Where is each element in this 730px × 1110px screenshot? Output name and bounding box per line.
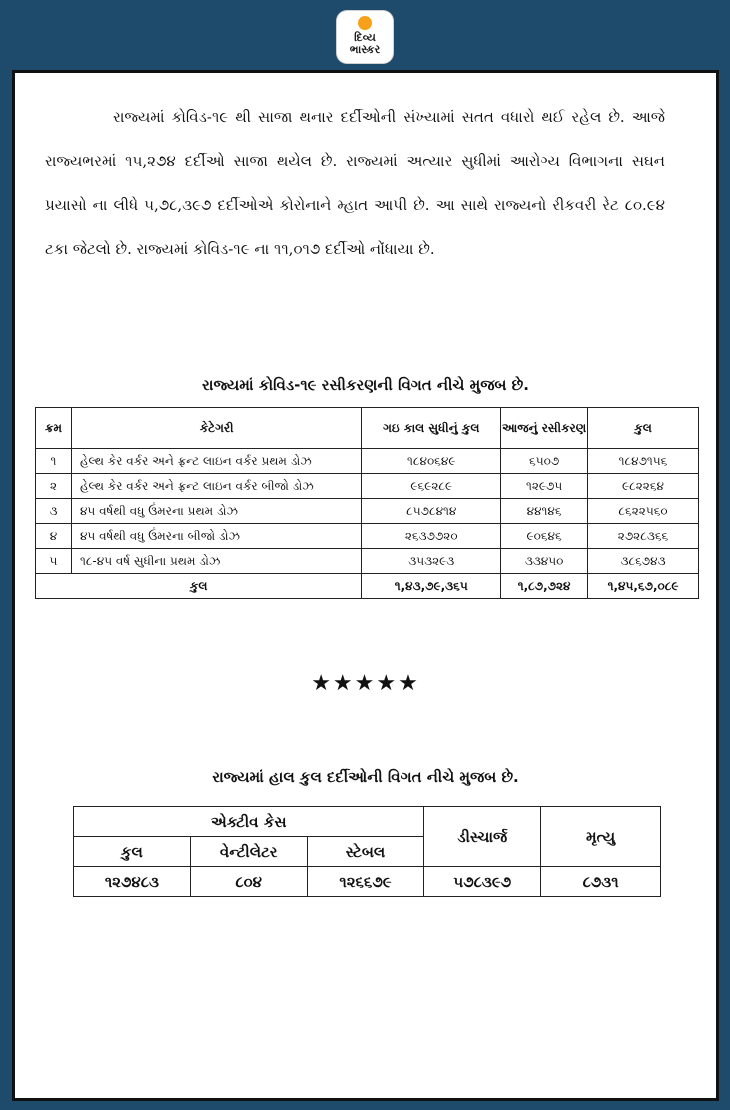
stable-header: સ્ટેબલ bbox=[307, 837, 424, 867]
ventilator-header: વેન્ટીલેટર bbox=[190, 837, 307, 867]
logo-line-2: ભાસ્કર bbox=[349, 43, 381, 56]
discharge-header: ડીસ્ચાર્જ bbox=[424, 807, 541, 867]
header-serial: ક્રમ bbox=[36, 408, 72, 449]
total-grand: ૧,૪૫,૬૭,૦૮૯ bbox=[588, 574, 699, 599]
table-row bbox=[36, 449, 699, 474]
cell-serial: ૨ bbox=[36, 474, 72, 499]
cell-serial: ૫ bbox=[36, 549, 72, 574]
cell-category: ૪૫ વર્ષથી વધુ ઉંમરના બીજો ડોઝ bbox=[71, 524, 361, 549]
header-previous-total: ગઇ કાલ સુધીનું કુલ bbox=[362, 408, 501, 449]
table-row bbox=[36, 474, 699, 499]
vaccination-table bbox=[35, 407, 699, 599]
cell-category: હેલ્થ કેર વર્કર અને ફ્રન્ટ લાઇન વર્કર બીજો ડોઝ bbox=[71, 474, 361, 499]
header-total: કુલ bbox=[588, 408, 699, 449]
patients-table bbox=[73, 806, 661, 897]
table-row bbox=[36, 524, 699, 549]
cell-serial: ૪ bbox=[36, 524, 72, 549]
vaccination-header-row bbox=[36, 408, 699, 449]
ventilator-value: ૮૦૪ bbox=[190, 867, 307, 897]
discharge-value: ૫૭૮૩૯૭ bbox=[424, 867, 541, 897]
recovery-paragraph: રાજ્યમાં કોવિડ-૧૯ થી સાજા થનાર દર્દીઓની સંખ્યામાં સતત વધારો થઈ રહેલ છે. આજે રાજ્યભરમાં ૧૫,૨૭૪ દર્દીઓ સાજા થયેલ છે. રાજ્યમાં અત્યાર સુધીમાં આરોગ્ય વિભાગના સઘન પ્રયાસો ના લીધે ૫,૭૮,૩૯૭ દર્દીઓએ કોરોનાને મ્હાત આપી છે. આ સાથે રાજ્યનો રીકવરી રેટ ૮૦.૯૪ ટકા જેટલો છે. રાજ્યમાં કોવિડ-૧૯ ના ૧૧,૦૧૭ દર્દીઓ નોંધાયા છે. bbox=[45, 108, 665, 258]
cell-today: ૩૩૪૫૦ bbox=[501, 549, 588, 574]
patients-title: રાજ્યમાં હાલ કુલ દર્દીઓની વિગત નીચે મુજબ છે. bbox=[212, 768, 519, 786]
cell-category: ૧૮-૪૫ વર્ષ સુધીના પ્રથમ ડોઝ bbox=[71, 549, 361, 574]
stars-divider: ★★★★★ bbox=[311, 671, 420, 696]
cell-today: ૧૨૯૭૫ bbox=[501, 474, 588, 499]
patients-header-row bbox=[74, 807, 661, 837]
total-today: ૧,૮૭,૭૨૪ bbox=[501, 574, 588, 599]
cell-total: ૩૮૬૭૪૩ bbox=[588, 549, 699, 574]
cell-today: ૬૫૦૭ bbox=[501, 449, 588, 474]
cell-previous: ૯૬૯૨૮૯ bbox=[362, 474, 501, 499]
cell-total: ૨૭૨૮૩૬૬ bbox=[588, 524, 699, 549]
sun-icon bbox=[358, 16, 372, 30]
death-header: મૃત્યુ bbox=[541, 807, 661, 867]
cell-today: ૯૦૬૪૬ bbox=[501, 524, 588, 549]
cell-previous: ૩૫૩૨૯૩ bbox=[362, 549, 501, 574]
cell-total: ૮૬૨૨૫૬૦ bbox=[588, 499, 699, 524]
header-category: કેટેગરી bbox=[71, 408, 361, 449]
cell-serial: ૩ bbox=[36, 499, 72, 524]
logo-line-1: દિવ્ય bbox=[354, 31, 376, 44]
active-cases-header: એક્ટીવ કેસ bbox=[74, 807, 424, 837]
press-note-page bbox=[12, 70, 719, 1101]
cell-previous: ૧૮૪૦૬૪૯ bbox=[362, 449, 501, 474]
total-previous: ૧,૪૩,૭૯,૩૬૫ bbox=[362, 574, 501, 599]
death-value: ૮૭૩૧ bbox=[541, 867, 661, 897]
table-row bbox=[36, 549, 699, 574]
cell-serial: ૧ bbox=[36, 449, 72, 474]
patients-values-row bbox=[74, 867, 661, 897]
total-label: કુલ bbox=[36, 574, 362, 599]
cell-previous: ૨૬૩૭૭૨૦ bbox=[362, 524, 501, 549]
cell-total: ૯૮૨૨૬૪ bbox=[588, 474, 699, 499]
vaccination-title: રાજ્યમાં કોવિડ-૧૯ રસીકરણની વિગત નીચે મુજબ છે. bbox=[202, 376, 529, 394]
cell-category: ૪૫ વર્ષથી વધુ ઉંમરના પ્રથમ ડોઝ bbox=[71, 499, 361, 524]
active-total-value: ૧૨૭૪૮૩ bbox=[74, 867, 191, 897]
cell-category: હેલ્થ કેર વર્કર અને ફ્રન્ટ લાઇન વર્કર પ્રથમ ડોઝ bbox=[71, 449, 361, 474]
cell-previous: ૮૫૭૮૪૧૪ bbox=[362, 499, 501, 524]
cell-today: ૪૪૧૪૬ bbox=[501, 499, 588, 524]
cell-total: ૧૮૪૭૧૫૬ bbox=[588, 449, 699, 474]
active-total-header: કુલ bbox=[74, 837, 191, 867]
header-today: આજનું રસીકરણ bbox=[501, 408, 588, 449]
total-row bbox=[36, 574, 699, 599]
table-row bbox=[36, 499, 699, 524]
stable-value: ૧૨૬૬૭૯ bbox=[307, 867, 424, 897]
divya-bhaskar-logo bbox=[337, 11, 393, 63]
